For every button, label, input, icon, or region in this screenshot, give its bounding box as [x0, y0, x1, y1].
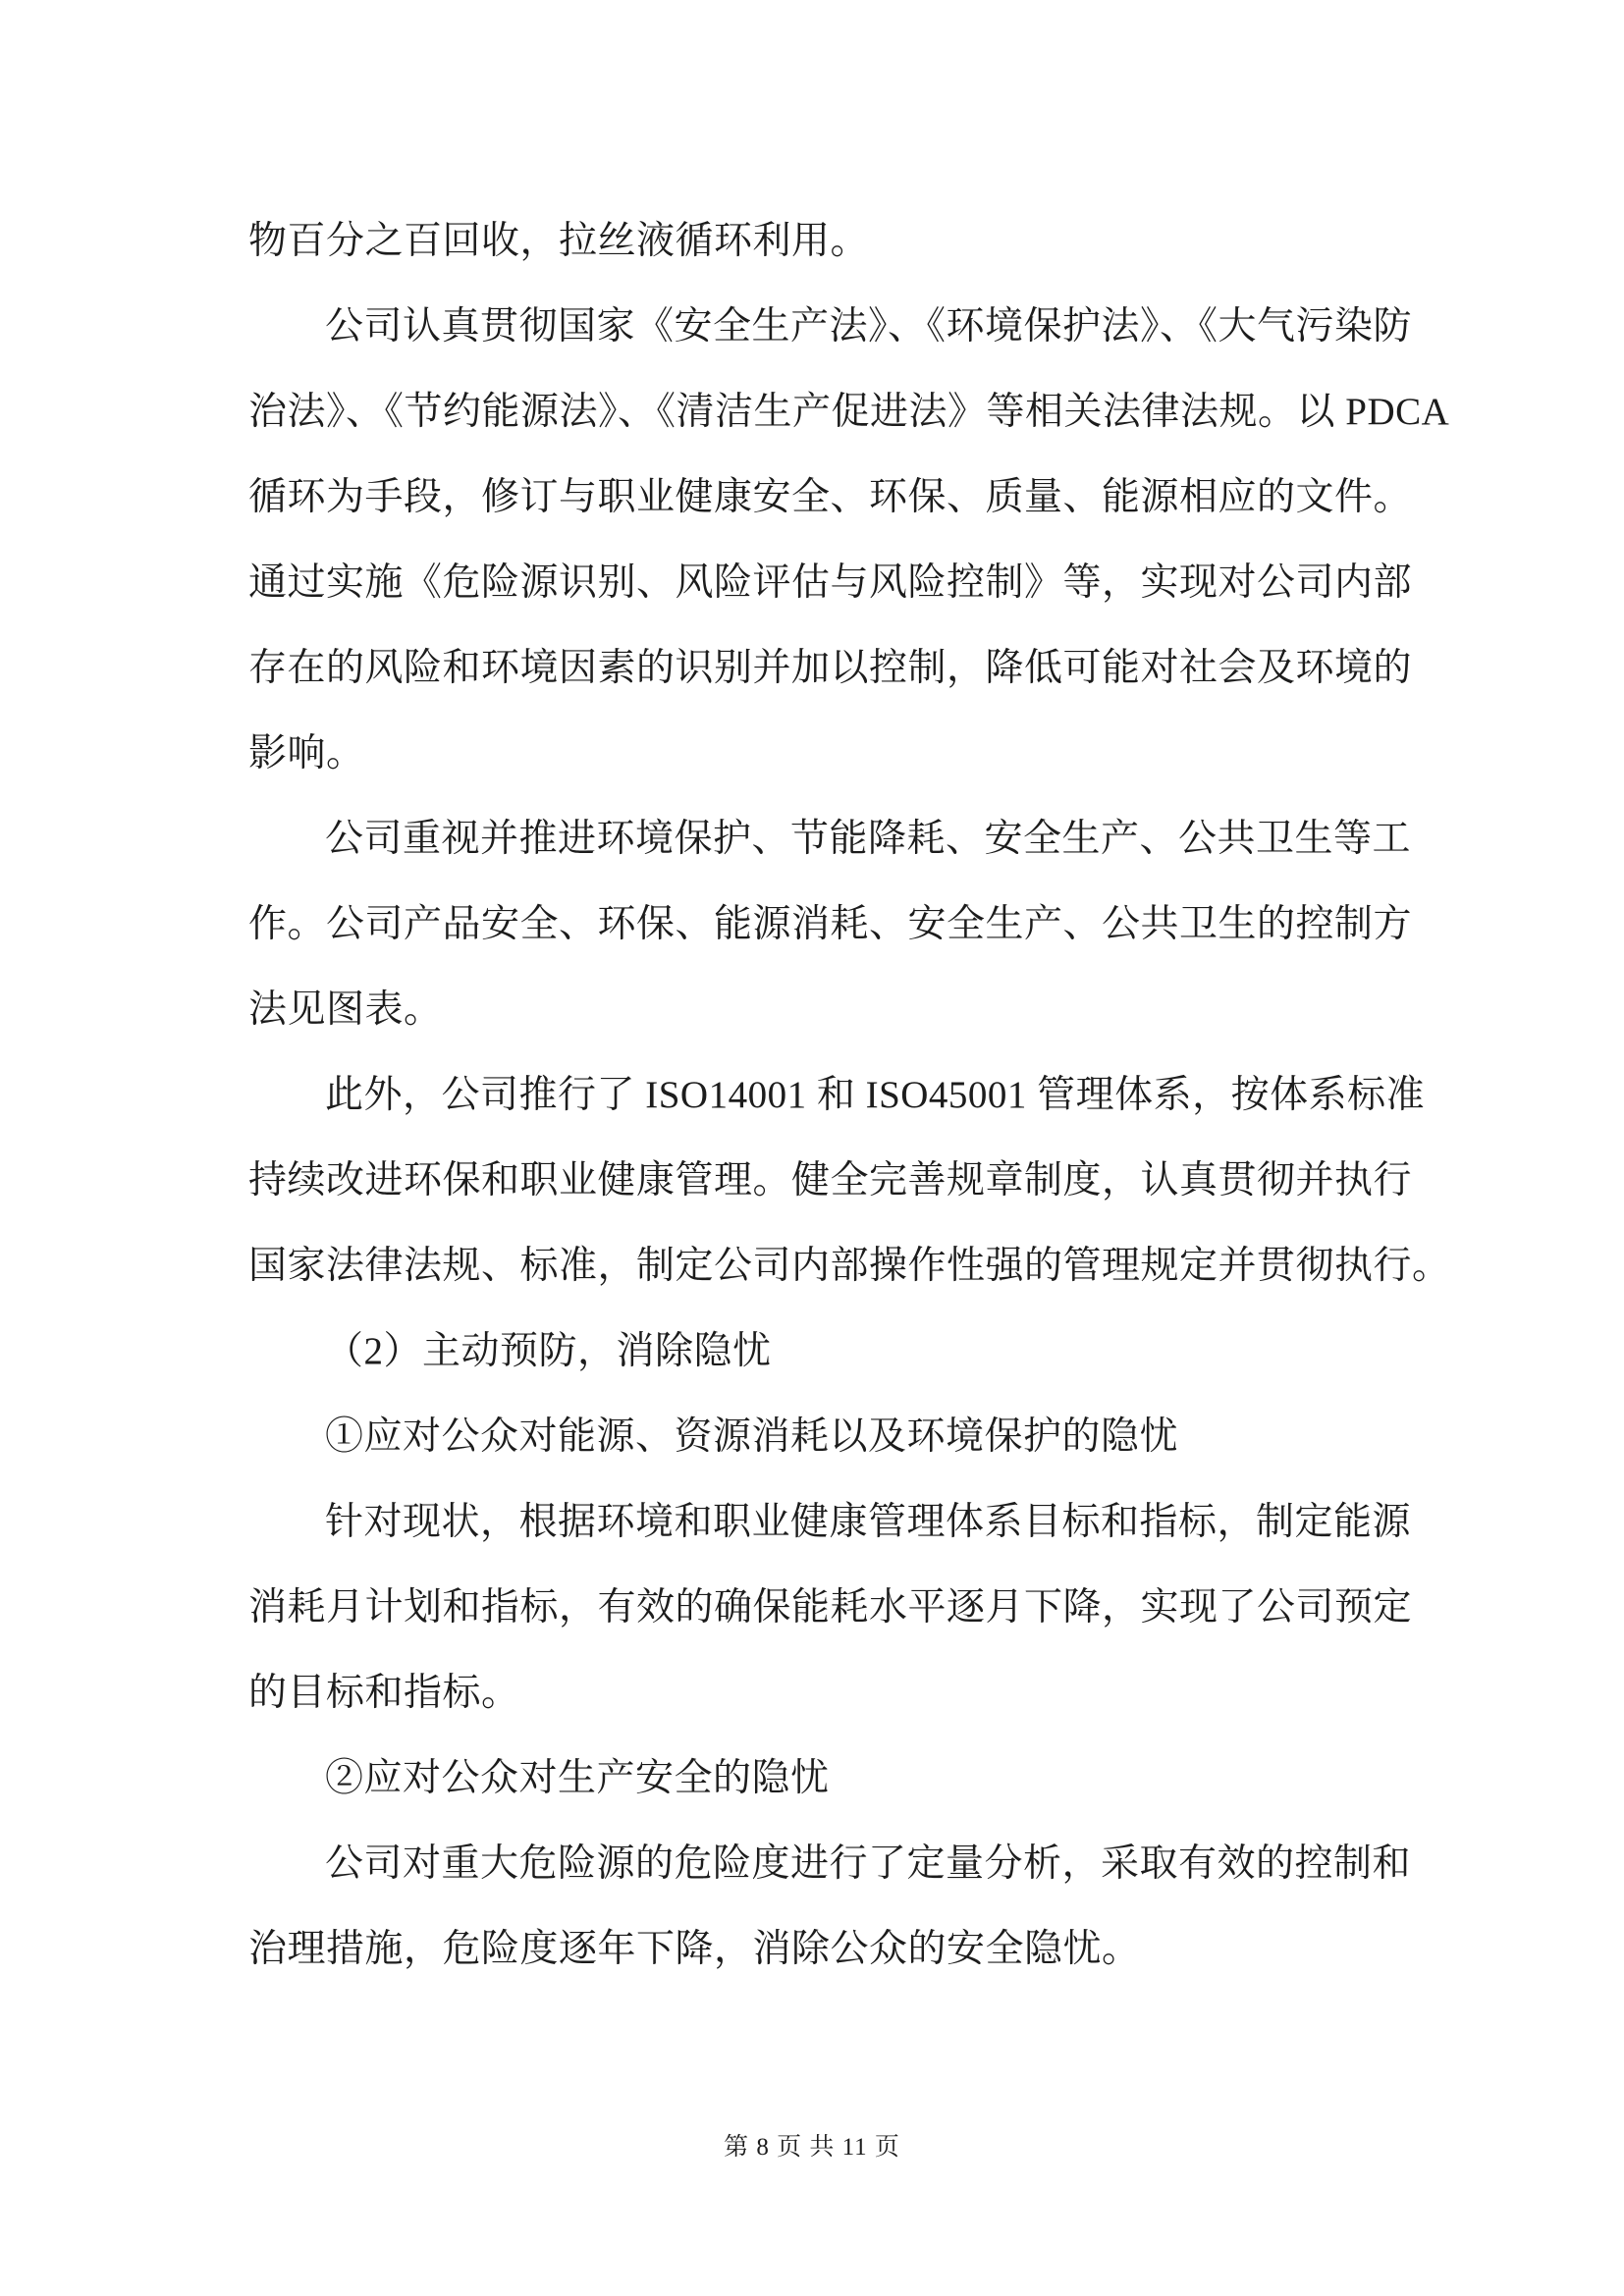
text-line: 国家法律法规、标准，制定公司内部操作性强的管理规定并贯彻执行。 — [248, 1245, 1451, 1287]
text-line: 持续改进环保和职业健康管理。健全完善规章制度，认真贯彻并执行 — [248, 1159, 1413, 1201]
text-line: ②应对公众对生产安全的隐忧 — [325, 1757, 830, 1799]
text-line: 此外，公司推行了 ISO14001 和 ISO45001 管理体系，按体系标准 — [325, 1074, 1426, 1116]
text-line: 通过实施《危险源识别、风险评估与风险控制》等，实现对公司内部 — [248, 561, 1413, 604]
document-body — [248, 198, 1451, 1992]
text-line: 公司重视并推进环境保护、节能降耗、安全生产、公共卫生等工 — [325, 818, 1412, 860]
text-line: 治法》、《节约能源法》、《清洁生产促进法》等相关法律法规。以 PDCA — [248, 391, 1450, 433]
text-line: 消耗月计划和指标，有效的确保能耗水平逐月下降，实现了公司预定 — [248, 1586, 1413, 1629]
text-line: 循环为手段，修订与职业健康安全、环保、质量、能源相应的文件。 — [248, 476, 1413, 518]
text-line: 公司认真贯彻国家《安全生产法》、《环境保护法》、《大气污染防 — [325, 305, 1413, 347]
text-line: 作。公司产品安全、环保、能源消耗、安全生产、公共卫生的控制方 — [248, 903, 1413, 945]
text-line: 治理措施，危险度逐年下降，消除公众的安全隐忧。 — [248, 1928, 1141, 1970]
text-line: 物百分之百回收，拉丝液循环利用。 — [248, 220, 870, 262]
text-line: 影响。 — [248, 732, 365, 774]
text-line: 法见图表。 — [248, 988, 443, 1031]
text-line: 针对现状，根据环境和职业健康管理体系目标和指标，制定能源 — [325, 1501, 1412, 1543]
text-line: （2）主动预防，消除隐忧 — [325, 1330, 772, 1372]
text-line: ①应对公众对能源、资源消耗以及环境保护的隐忧 — [325, 1415, 1179, 1458]
page-number-footer: 第 8 页 共 11 页 — [724, 2134, 900, 2161]
text-line: 的目标和指标。 — [248, 1672, 520, 1714]
text-line: 公司对重大危险源的危险度进行了定量分析，采取有效的控制和 — [325, 1842, 1412, 1885]
text-line: 存在的风险和环境因素的识别并加以控制，降低可能对社会及环境的 — [248, 647, 1413, 689]
